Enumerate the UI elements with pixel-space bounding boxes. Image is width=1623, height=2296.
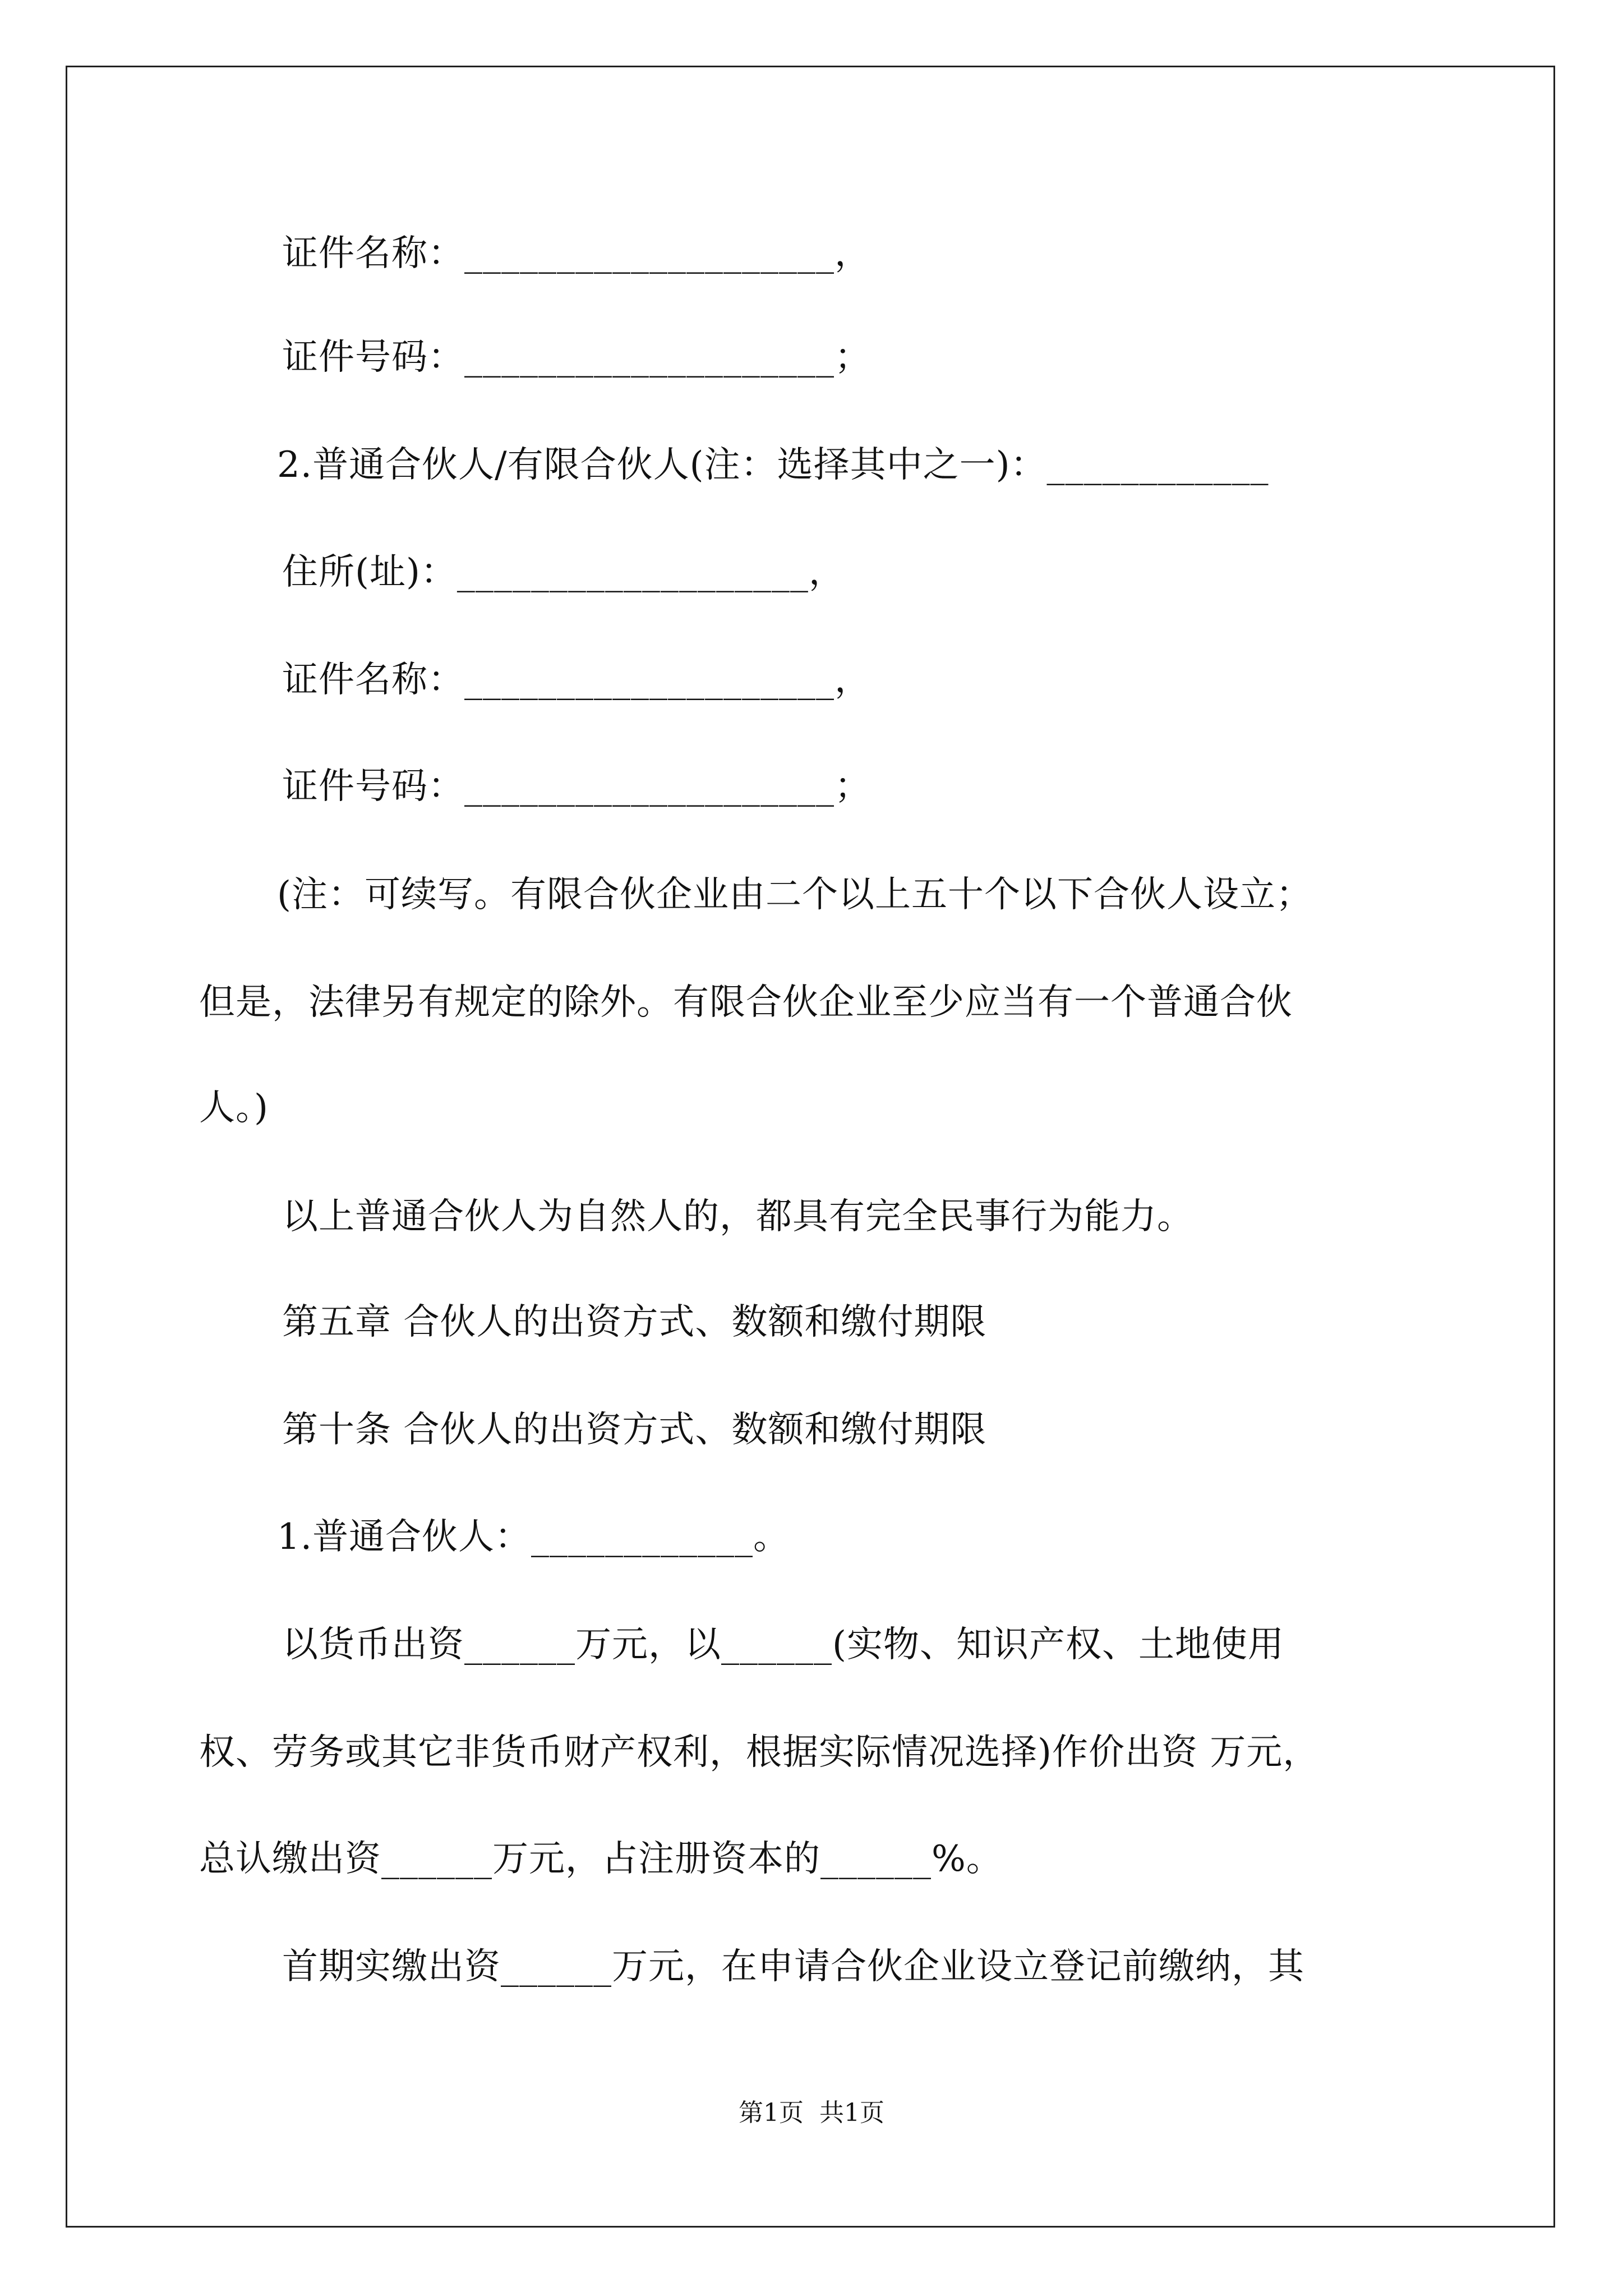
contribution-line-3: 总认缴出资______万元，占注册资本的______%。 bbox=[199, 1838, 1003, 1880]
general-partner-line: 1.普通合伙人：____________。 bbox=[277, 1516, 790, 1558]
contribution-line-1: 以货币出资______万元，以______(实物、知识产权、土地使用 bbox=[282, 1624, 1284, 1665]
capacity-statement: 以上普通合伙人为自然人的，都具有完全民事行为能力。 bbox=[282, 1196, 1193, 1237]
chapter-5-heading: 第五章 合伙人的出资方式、数额和缴付期限 bbox=[282, 1301, 987, 1343]
note-paragraph-line-3: 人。) bbox=[199, 1087, 269, 1129]
cert-number-line-2: 证件号码：____________________； bbox=[282, 766, 871, 807]
page-border bbox=[66, 66, 1555, 2228]
cert-name-line-1: 证件名称：____________________， bbox=[282, 233, 871, 274]
article-10-heading: 第十条 合伙人的出资方式、数额和缴付期限 bbox=[282, 1409, 987, 1451]
cert-name-line-2: 证件名称：____________________， bbox=[282, 659, 871, 701]
first-payment-line: 首期实缴出资______万元，在申请合伙企业设立登记前缴纳，其 bbox=[282, 1946, 1304, 1987]
contribution-line-2: 权、劳务或其它非货币财产权利，根据实际情况选择)作价出资 万元， bbox=[199, 1732, 1320, 1773]
page-number-footer: 第1页 共1页 bbox=[739, 2099, 884, 2127]
partner-2-line: 2.普通合伙人/有限合伙人(注：选择其中之一)：____________ bbox=[277, 444, 1269, 486]
note-paragraph-line-2: 但是，法律另有规定的除外。有限合伙企业至少应当有一个普通合伙 bbox=[199, 982, 1293, 1023]
note-paragraph-line-1: (注：可续写。有限合伙企业由二个以上五十个以下合伙人设立； bbox=[277, 874, 1312, 915]
address-line: 住所(址)：___________________， bbox=[282, 551, 845, 593]
cert-number-line-1: 证件号码：____________________； bbox=[282, 337, 871, 378]
